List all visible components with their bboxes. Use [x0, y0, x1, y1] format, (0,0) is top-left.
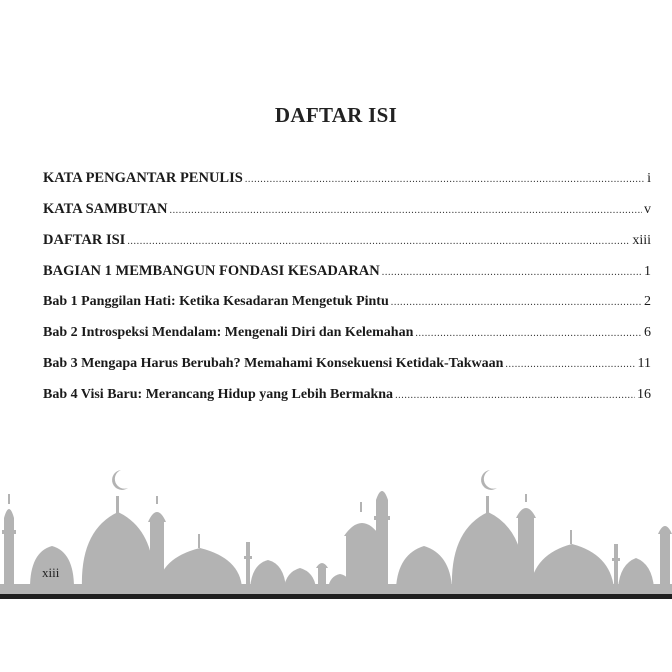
toc-entry-page: 11	[637, 356, 651, 371]
toc-leader-dots	[391, 297, 642, 308]
toc-entry-page: 2	[644, 294, 651, 309]
toc-entry-label: BAGIAN 1 MEMBANGUN FONDASI KESADARAN	[43, 263, 380, 279]
toc-leader-dots	[395, 390, 635, 401]
toc-entry-label: Bab 4 Visi Baru: Merancang Hidup yang Lebih Bermakna	[43, 387, 394, 402]
toc-entry-bab-1[interactable]	[43, 294, 651, 325]
toc-leader-dots	[415, 328, 642, 339]
table-of-contents	[43, 170, 651, 418]
toc-leader-dots	[382, 267, 642, 278]
toc-leader-dots	[245, 174, 645, 185]
toc-entry-bab-2[interactable]	[43, 325, 651, 356]
page-number: xiii	[42, 565, 60, 580]
footer-divider	[0, 594, 672, 599]
toc-entry-page: i	[647, 171, 651, 186]
toc-entry-bab-3[interactable]	[43, 356, 651, 387]
page-title: DAFTAR ISI	[274, 103, 398, 127]
toc-entry-label: KATA SAMBUTAN	[43, 201, 168, 217]
toc-leader-dots	[505, 359, 635, 370]
toc-entry-kata-pengantar[interactable]	[43, 170, 651, 201]
toc-entry-page: 16	[637, 387, 651, 402]
toc-entry-page: v	[644, 202, 651, 217]
toc-entry-label: Bab 1 Panggilan Hati: Ketika Kesadaran Mengetuk Pintu	[43, 294, 389, 309]
mosque-skyline-icon	[0, 460, 672, 600]
toc-entry-label: KATA PENGANTAR PENULIS	[43, 170, 243, 186]
toc-leader-dots	[127, 236, 630, 247]
toc-entry-page: 1	[644, 264, 651, 279]
toc-leader-dots	[169, 205, 642, 216]
toc-entry-label: DAFTAR ISI	[43, 232, 126, 248]
toc-entry-bagian-1[interactable]	[43, 263, 651, 294]
toc-entry-label: Bab 3 Mengapa Harus Berubah? Memahami Konsekuensi Ketidak-Takwaan	[43, 356, 504, 371]
toc-entry-kata-sambutan[interactable]	[43, 201, 651, 232]
toc-entry-page: 6	[644, 325, 651, 340]
toc-entry-daftar-isi[interactable]	[43, 232, 651, 263]
toc-entry-page: xiii	[632, 233, 651, 248]
toc-entry-bab-4[interactable]	[43, 387, 651, 418]
toc-entry-label: Bab 2 Introspeksi Mendalam: Mengenali Diri dan Kelemahan	[43, 325, 414, 340]
